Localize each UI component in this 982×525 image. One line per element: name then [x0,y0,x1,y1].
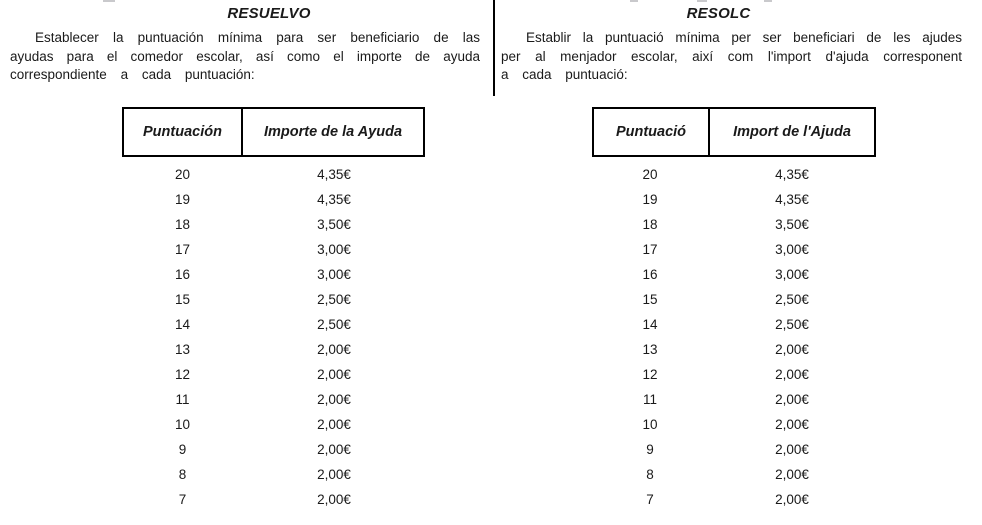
amount-cell: 3,00€ [317,266,351,282]
paragraph-line: a cada puntuació: [501,67,628,82]
score-cell: 18 [642,216,658,232]
table-row [592,362,876,387]
table-row [122,312,425,337]
amount-cell: 2,00€ [775,441,809,457]
table-row [122,362,425,387]
amount-cell: 2,00€ [317,366,351,382]
table-row [122,212,425,237]
table-rows [592,162,876,512]
amount-cell: 2,00€ [317,391,351,407]
table-row [122,387,425,412]
amount-cell: 3,00€ [775,241,809,257]
score-cell: 19 [642,191,658,207]
table-row [592,262,876,287]
aid-amounts-table [592,107,876,512]
amount-cell: 2,00€ [775,491,809,507]
table-row [122,162,425,187]
score-cell: 15 [174,291,191,307]
table-row [122,487,425,512]
table-row [122,337,425,362]
header-score: Puntuación [124,109,243,155]
score-cell: 10 [642,416,658,432]
table-row [122,187,425,212]
table-row [592,312,876,337]
amount-cell: 3,00€ [775,266,809,282]
table-row [592,387,876,412]
score-cell: 18 [174,216,191,232]
section-valencian [501,0,962,512]
amount-cell: 2,00€ [775,341,809,357]
table-rows [122,162,425,512]
score-cell: 12 [174,366,191,382]
table-row [592,462,876,487]
score-cell: 14 [174,316,191,332]
paragraph-line: ayudas para el comedor escolar, así como el importe de ayuda [10,48,480,64]
amount-cell: 2,50€ [775,316,809,332]
table-row [122,437,425,462]
table-row [122,262,425,287]
amount-cell: 4,35€ [775,191,809,207]
score-cell: 8 [646,466,654,482]
amount-cell: 2,00€ [775,366,809,382]
section-paragraph [10,29,480,85]
score-cell: 13 [174,341,191,357]
score-cell: 13 [642,341,658,357]
section-spanish [10,0,480,512]
amount-cell: 2,00€ [317,441,351,457]
amount-cell: 2,00€ [317,341,351,357]
amount-cell: 2,00€ [317,491,351,507]
table-row [592,212,876,237]
header-amount: Import de l'Ajuda [733,123,851,140]
score-cell: 20 [642,166,658,182]
amount-cell: 2,00€ [775,416,809,432]
amount-cell: 2,00€ [317,416,351,432]
score-cell: 9 [178,441,187,457]
table-header-row [592,107,876,157]
table-row [122,462,425,487]
amount-cell: 4,35€ [775,166,809,182]
amount-cell: 2,50€ [317,291,351,307]
score-cell: 17 [642,241,658,257]
table-row [592,487,876,512]
score-cell: 7 [646,491,654,507]
paragraph-line: Establecer la puntuación mínima para ser beneficiario de las [35,30,480,45]
amount-cell: 2,50€ [775,291,809,307]
score-cell: 7 [178,491,187,507]
amount-cell: 4,35€ [317,191,351,207]
section-title-resolc: RESOLC [686,5,751,22]
amount-cell: 4,35€ [317,166,351,182]
aid-amounts-table [122,107,425,512]
score-cell: 11 [642,391,657,407]
score-cell: 19 [174,191,191,207]
amount-cell: 3,00€ [317,241,351,257]
amount-cell: 3,50€ [317,216,351,232]
score-cell: 8 [178,466,187,482]
table-row [122,412,425,437]
table-row [122,237,425,262]
score-cell: 11 [175,391,190,407]
amount-cell: 3,50€ [775,216,809,232]
table-row [592,412,876,437]
paragraph-line: correspondiente a cada puntuación: [10,67,255,82]
score-cell: 9 [646,441,654,457]
score-cell: 15 [642,291,658,307]
table-row [592,237,876,262]
score-cell: 12 [642,366,658,382]
table-row [592,287,876,312]
table-header-row [122,107,425,157]
amount-cell: 2,00€ [775,466,809,482]
score-cell: 20 [174,166,191,182]
score-cell: 14 [642,316,658,332]
amount-cell: 2,00€ [775,391,809,407]
amount-cell: 2,50€ [317,316,351,332]
paragraph-line: Establir la puntuació mínima per ser beneficiari de les ajudes [526,30,962,45]
table-row [592,187,876,212]
section-paragraph [501,29,962,85]
score-cell: 16 [174,266,191,282]
header-score: Puntuació [594,109,710,155]
paragraph-line: per al menjador escolar, així com l'import d'ajuda corresponent [501,48,962,64]
table-row [122,287,425,312]
header-amount: Importe de la Ayuda [263,123,403,140]
table-row [592,337,876,362]
table-row [592,162,876,187]
section-title-resuelvo: RESUELVO [227,5,311,22]
amount-cell: 2,00€ [317,466,351,482]
score-cell: 16 [642,266,658,282]
score-cell: 10 [174,416,191,432]
table-row [592,437,876,462]
score-cell: 17 [174,241,191,257]
